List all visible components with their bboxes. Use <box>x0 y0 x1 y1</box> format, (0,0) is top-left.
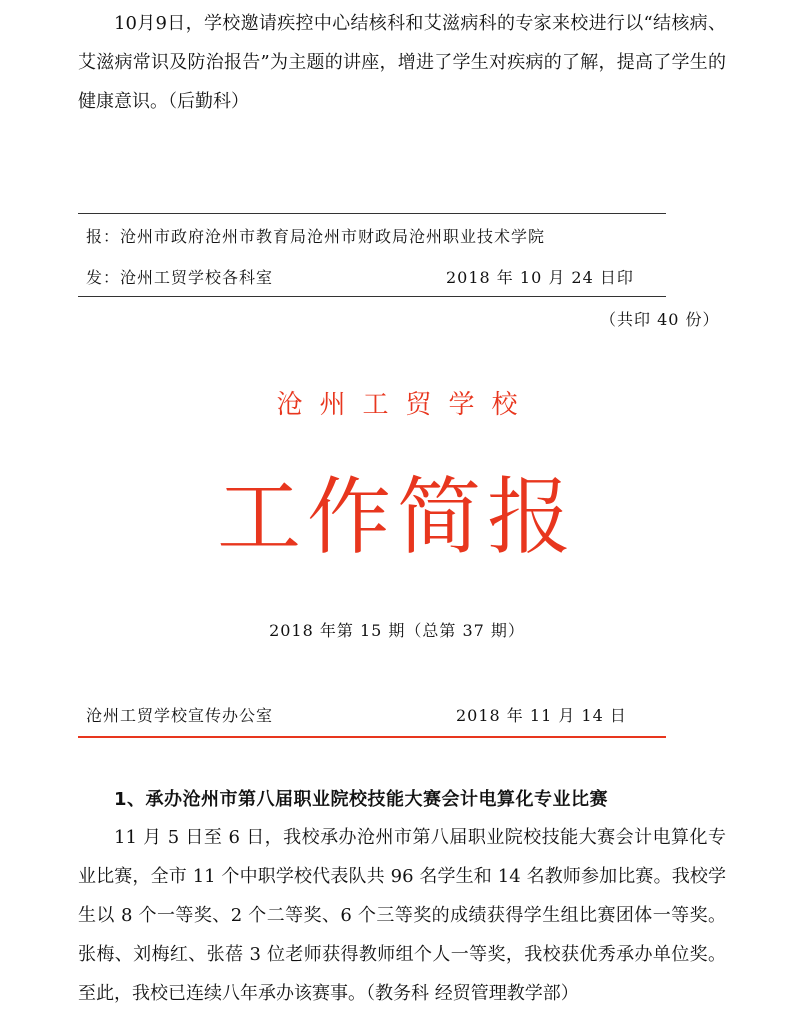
issue-date: 2018 年 11 月 14 日 <box>456 706 627 725</box>
report-to-line: 报：沧州市政府沧州市教育局沧州市财政局沧州职业技术学院 <box>86 227 546 246</box>
article-body: 11 月 5 日至 6 日，我校承办沧州市第八届职业院校技能大赛会计电算化专业比赛，全市 11 个中职学校代表队共 96 名学生和 14 名教师参加比赛。我校学生以 8 个一等奖、2 个二等奖、6 个三等奖的成绩获得学生组比赛团体一等奖。张梅、刘梅红、张蓓 3 位老师获得教师组个人一等奖，我校获优秀承办单位奖。至此，我校已连续八年承办该赛事。（教务科 经贸管理教学部） <box>78 827 726 1004</box>
issuing-office: 沧州工贸学校宣传办公室 <box>86 706 274 725</box>
send-to-line: 发：沧州工贸学校各科室 <box>86 268 274 287</box>
print-copies: （共印 40 份） <box>600 310 720 329</box>
school-name: 沧州工贸学校 <box>276 390 535 420</box>
distribution-bottom-rule <box>78 296 666 297</box>
distribution-top-rule <box>78 213 666 214</box>
issue-number: 2018 年第 15 期（总第 37 期） <box>269 621 525 640</box>
print-date: 2018 年 10 月 24 日印 <box>446 268 634 287</box>
masthead-red-rule <box>78 736 666 738</box>
top-paragraph: 10月9日，学校邀请疾控中心结核科和艾滋病科的专家来校进行以“结核病、艾滋病常识及防治报告”为主题的讲座，增进了学生对疾病的了解，提高了学生的健康意识。（后勤科） <box>78 13 726 112</box>
bulletin-title: 工作简报 <box>216 468 577 566</box>
article-heading: 1、承办沧州市第八届职业院校技能大赛会计电算化专业比赛 <box>114 789 609 810</box>
